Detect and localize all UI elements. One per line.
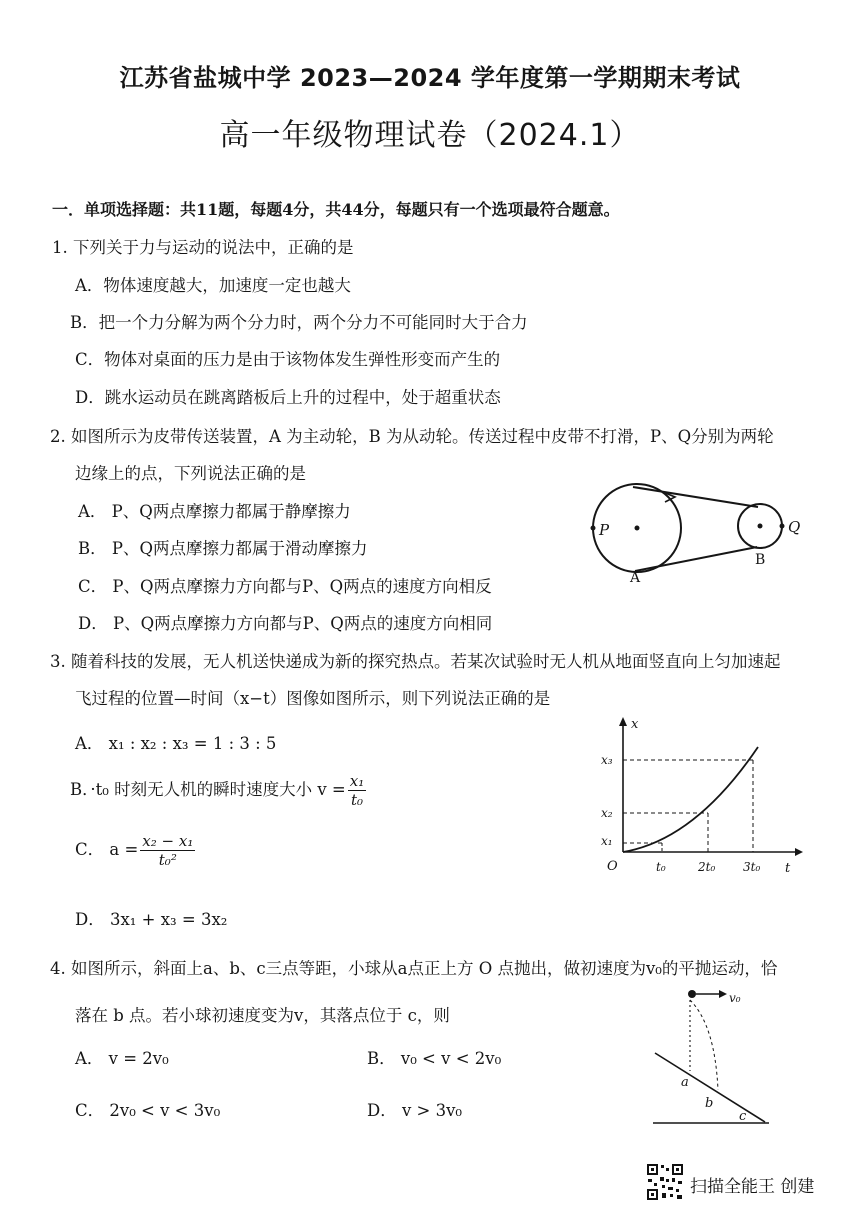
question-3-option-d: D． 3x₁ + x₃ = 3x₂	[75, 910, 228, 929]
tick-x3: x₃	[601, 753, 613, 767]
option-b-fraction	[348, 772, 366, 809]
question-4-stem-line2: 落在 b 点。若小球初速度变为v，其落点位于 c，则	[75, 1006, 450, 1025]
question-3-stem-line2: 飞过程的位置—时间（x−t）图像如图所示，则下列说法正确的是	[75, 689, 551, 708]
projectile-incline-figure	[645, 980, 785, 1128]
question-4-option-a: A． v = 2v₀	[75, 1049, 169, 1068]
label-p: P	[599, 521, 610, 539]
question-3-stem-line1: 3. 随着科技的发展，无人机送快递成为新的探究热点。若某次试验时无人机从地面竖直向上匀加速起	[50, 652, 781, 671]
option-c-denominator: t₀²	[158, 851, 177, 869]
point-p	[591, 526, 596, 531]
option-c-fraction	[140, 832, 195, 869]
origin-label: O	[607, 859, 618, 874]
question-3-option-b	[70, 772, 368, 809]
exam-title: 江苏省盐城中学 2023—2024 学年度第一学期期末考试	[119, 64, 741, 92]
wheel-a-center	[635, 526, 640, 531]
belt-top	[633, 487, 758, 507]
label-a: A	[630, 570, 641, 586]
tick-3t0: 3t₀	[743, 860, 761, 874]
question-3-option-a: A． x₁ : x₂ : x₃ = 1 : 3 : 5	[75, 734, 277, 753]
question-1-option-d: D．跳水运动员在跳离踏板后上升的过程中，处于超重状态	[75, 388, 501, 407]
option-c-text: C． a =	[75, 840, 139, 859]
label-b: b	[705, 1096, 714, 1111]
label-v0: v₀	[729, 991, 741, 1005]
xt-graph-figure	[595, 712, 805, 882]
label-q: Q	[788, 518, 801, 536]
question-4-option-b: B． v₀ < v < 2v₀	[367, 1049, 502, 1068]
wheel-b-center	[758, 524, 763, 529]
question-2-option-d: D． P、Q两点摩擦力方向都与P、Q两点的速度方向相同	[78, 614, 493, 633]
question-1-option-c: C．物体对桌面的压力是由于该物体发生弹性形变而产生的	[75, 350, 501, 369]
question-2-stem-line2: 边缘上的点，下列说法正确的是	[75, 464, 306, 483]
option-b-denominator: t₀	[350, 791, 364, 809]
trajectory-path	[690, 1000, 718, 1090]
tick-x1: x₁	[601, 834, 613, 848]
t-axis-label: t	[785, 861, 791, 876]
exam-subtitle: 高一年级物理试卷（2024.1）	[219, 118, 641, 153]
option-b-numerator: x₁	[349, 772, 365, 790]
position-curve	[623, 747, 758, 852]
velocity-arrow-icon	[719, 990, 727, 998]
question-2-option-c: C． P、Q两点摩擦力方向都与P、Q两点的速度方向相反	[78, 577, 492, 596]
question-4-option-c: C． 2v₀ < v < 3v₀	[75, 1101, 221, 1120]
tick-x2: x₂	[601, 806, 613, 820]
label-c: c	[739, 1109, 747, 1124]
question-2-option-a: A． P、Q两点摩擦力都属于静摩擦力	[78, 502, 351, 521]
tick-2t0: 2t₀	[698, 860, 716, 874]
question-4-option-d: D． v > 3v₀	[367, 1101, 463, 1120]
label-a: a	[681, 1075, 689, 1090]
question-2-option-b: B． P、Q两点摩擦力都属于滑动摩擦力	[78, 539, 368, 558]
question-1-option-a: A．物体速度越大，加速度一定也越大	[75, 276, 351, 295]
question-1-stem: 1. 下列关于力与运动的说法中，正确的是	[52, 238, 354, 257]
section-heading: 一．单项选择题：共11题，每题4分，共44分，每题只有一个选项最符合题意。	[52, 200, 620, 219]
question-2-stem-line1: 2. 如图所示为皮带传送装置，A 为主动轮，B 为从动轮。传送过程中皮带不打滑，P、Q分别为两轮	[50, 427, 774, 446]
tick-t0: t₀	[656, 860, 666, 874]
option-b-text: B．·t₀ 时刻无人机的瞬时速度大小 v =	[70, 780, 346, 799]
qr-code-icon	[646, 1163, 684, 1201]
scanner-watermark: 扫描全能王 创建	[690, 1177, 815, 1197]
t-axis-arrow-icon	[795, 848, 803, 856]
question-4-stem-line1: 4. 如图所示，斜面上a、b、c三点等距，小球从a点正上方 O 点抛出，做初速度为v₀的平抛运动，恰	[50, 959, 778, 978]
x-axis-arrow-icon	[619, 717, 627, 726]
belt-bottom	[635, 547, 757, 571]
point-q	[780, 524, 785, 529]
ball	[688, 990, 696, 998]
label-b: B	[755, 552, 766, 568]
question-3-option-c	[75, 832, 197, 869]
question-1-option-b: B．把一个力分解为两个分力时，两个分力不可能同时大于合力	[70, 313, 528, 332]
belt-drive-figure	[585, 480, 815, 595]
incline-surface	[655, 1053, 765, 1122]
option-c-numerator: x₂ − x₁	[142, 832, 194, 850]
x-axis-label: x	[631, 717, 639, 732]
